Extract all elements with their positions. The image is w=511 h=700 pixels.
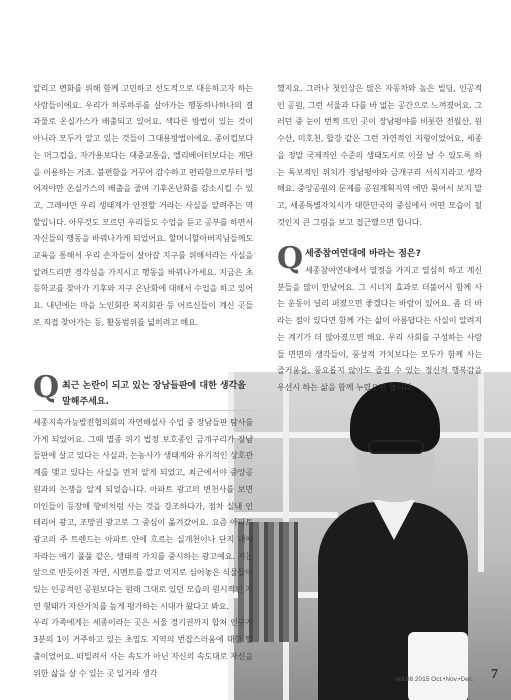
q2-answer [277, 262, 482, 396]
issue-footer: Vol.08 2015 Oct.•Nov.•Dec. [395, 676, 474, 683]
right-column-text [277, 80, 482, 230]
q1-answer-paragraph-2: 우리 가족에게는 세종이라는 곳은 서울 경기권까지 합쳐 인구가 3분의 1이 거주하고 있는 초밀도 지역의 번잡스러움에 대한 탈출이었어요. 떠밀려서 사는 속도가 아닌 자신의 속도대로 자신을 위한 삶을 살 수 있는 곳 일거라 생각 [33, 617, 253, 678]
q1-answer-paragraph-1: 세종지속가능발전협의회의 자연해설사 수업 중 장남들판 탐사를 가게 되었어요. 그때 멸종 위기 법정 보호종인 금개구리가 장남들판에 살고 있다는 사실과, 논농사가 생태계와 유기적인 상호관계를 맺고 있다는 사실을 먼저 알게 되었고, 최근에서야 중앙공원과의 논쟁을 알게 되었습니다. 아파트 광고의 변천사를 보면 미인들이 등장해 향비처럼 사는 것을 강조하다가, 점차 실내 인테리어 광고, 조망권 광고로 그 중심이 옮겨갔어요. 요즘 아파트 광고의 주 트렌드는 아파트 안에 흐르는 실개천이나 단지 내에 자라는 애기 풀풀 같은, 생태적 가치를 중시하는 광고예요. 저는 앞으로 반듯이진 자연, 시멘트를 깔고 억지로 심어놓은 식물들이 있는 인공적인 공원보다는 원래 그대로 있던 모습의 원시적인 자연 형태가 자산가치를 높게 평가하는 시대가 왔다고 봐요. [33, 417, 253, 611]
right-paragraph-1: 했지요. 그러나 첫인상은 많은 자동차와 높은 빌딩, 인공적인 공원, 그런 서울과 다를 바 없는 공간으로 느껴졌어요. 그러던 중 눈이 번쩍 뜨인 곳이 장남평야를 비롯한 전월산, 원수산, 미호천, 합강 같은 그런 자연적인 지형이었어요. 세종을 정말 국제적인 수준의 생태도시로 이끌 날 수 있도록 하는 독보적인 위치가 장남평야와 금개구리 서식지라고 생각해요. 중앙공원의 문제를 공원계획지역 에만 묶어서 보지 말고, 세종특별자치시가 대한민국의 중심에서 어떤 모습이 될 것인지 큰 그림을 보고 접근했으면 합니다. [277, 83, 482, 227]
interview-photo [228, 372, 511, 700]
page-number: 7 [491, 667, 498, 682]
q1-letter: Q [33, 370, 60, 405]
q1-answer [33, 414, 253, 681]
q1-divider [33, 410, 254, 411]
left-column-intro [33, 80, 253, 331]
mug [408, 632, 468, 700]
q2-answer-paragraph: 세종참여연대에서 열정을 가지고 열심히 하고 계신 분들을 많이 만났어요. 그 시너지 효과로 더불어서 함께 사는 운동이 널리 퍼졌으면 좋겠다는 바람이 있어요. 좀 더 바라는 점이 있다면 함께 가는 삶이 아름답다는 사실이 알려지는 계기가 더 많아졌으면 해요. 우리 사회를 구성하는 사람들 면면의 생각들이, 풍성적 가치보다는 모두가 함께 사는 즐거움을, 풍요롭지 않아도 즐길 수 있는 정신적 행복감을 우선시 하는 삶을 함께 누렸으면 합니다. [277, 265, 482, 392]
q2-title: 세종참여연대에 바라는 점은? [305, 249, 421, 259]
q1-title: 최근 논란이 되고 있는 장남들판에 대한 생각을 말해주세요. [62, 381, 246, 407]
glasses [368, 440, 424, 454]
q2-letter: Q [277, 241, 304, 276]
intro-paragraph: 알리고 변화를 위해 함께 고민하고 선도적으로 대응하고자 하는 사람들이에요. 우리가 하루하루를 살아가는 행동하나하나의 결과물로 온실가스가 배출되고 있어요. 색다른 방법이 있는 것이 아니라 모두가 알고 있는 것들이 그대용방법이에요. 종이컵보다는 머그컵을, 자가용보다는 대중교통을, 엘리베이터보다는 계단을 이용하는 거죠. 불편함을 거꾸어 감수하고 편리함으로부터 멀어져야만 온실가스의 배출을 줄여 기후온난화를 감소시킬 수 있고, 그래야만 우리 생태계가 안전할 거라는 사실을 알려주는 역할입니다. 아무것도 모르던 우리들도 수업을 듣고 공부를 하면서 자신들의 행동을 바꿔나가게 되었어요. 할머니할아버지님들께도 교육을 통해서 우리 손자들이 살아갈 지구를 위해서라는 사실을 알려드리면 경각심을 가지시고 행동을 바꿔나가세요. 지금은 초등학교를 찾아가 기후와 지구 온난화에 대해서 수업을 하고 있어요. 내년에는 마을 노인회관 복지회관 등 어르신들이 계신 곳들로 직접 찾아가는 등, 활동범위를 넓히려고 해요. [33, 83, 253, 327]
